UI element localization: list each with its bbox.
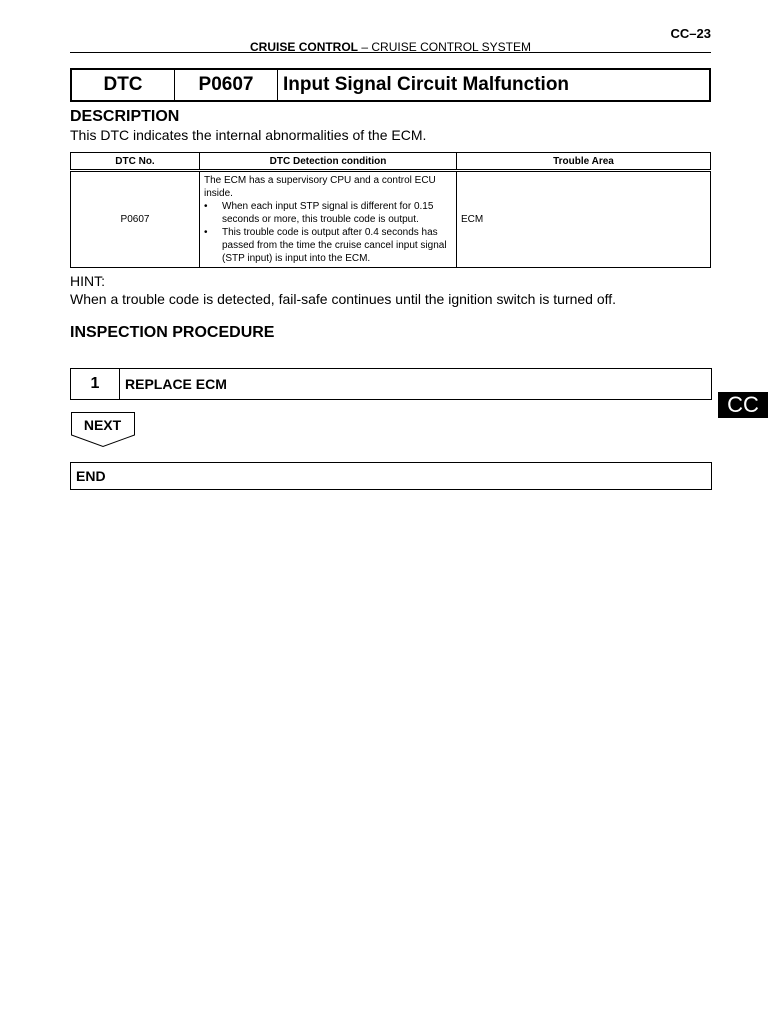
end-box bbox=[70, 462, 712, 490]
table-header-row bbox=[71, 153, 711, 171]
col-header-trouble-area: Trouble Area bbox=[457, 153, 711, 171]
section-tab: CC bbox=[718, 392, 768, 418]
hint-text: When a trouble code is detected, fail-safe continues until the ignition switch is turned off. bbox=[70, 291, 617, 307]
next-arrow bbox=[71, 412, 135, 448]
cell-condition bbox=[200, 171, 457, 268]
hint-label: HINT: bbox=[70, 273, 105, 289]
dtc-name: Input Signal Circuit Malfunction bbox=[283, 74, 570, 95]
condition-bullet bbox=[204, 200, 452, 226]
table-row bbox=[71, 171, 711, 268]
bullet-text: This trouble code is output after 0.4 seconds has passed from the time the cruise cancel input signal (STP input) is input into the ECM. bbox=[222, 227, 447, 264]
col-header-dtc-no: DTC No. bbox=[71, 153, 200, 171]
bullet-mark: • bbox=[204, 227, 208, 238]
col-header-condition: DTC Detection condition bbox=[200, 153, 457, 171]
bullet-mark: • bbox=[204, 201, 208, 212]
dtc-title-box bbox=[70, 68, 711, 102]
end-label: END bbox=[76, 468, 106, 484]
header-subsection: CRUISE CONTROL SYSTEM bbox=[371, 40, 531, 54]
condition-bullet bbox=[204, 226, 452, 265]
bullet-text: When each input STP signal is different for 0.15 seconds or more, this trouble code is output. bbox=[222, 201, 434, 225]
inspection-heading: INSPECTION PROCEDURE bbox=[70, 324, 275, 341]
cell-trouble-area: ECM bbox=[457, 171, 711, 268]
header-separator: – bbox=[361, 40, 369, 54]
condition-intro: The ECM has a supervisory CPU and a control ECU inside. bbox=[204, 175, 436, 199]
dtc-label: DTC bbox=[72, 70, 175, 100]
step-text: REPLACE ECM bbox=[125, 376, 227, 392]
step-number: 1 bbox=[71, 369, 120, 399]
description-text: This DTC indicates the internal abnormalities of the ECM. bbox=[70, 127, 427, 143]
page-number: CC–23 bbox=[670, 26, 711, 41]
header-section: CRUISE CONTROL bbox=[250, 40, 359, 54]
next-label: NEXT bbox=[83, 417, 122, 433]
header-rule bbox=[70, 52, 711, 53]
dtc-code: P0607 bbox=[175, 70, 278, 100]
description-heading: DESCRIPTION bbox=[70, 108, 180, 125]
dtc-table bbox=[70, 152, 711, 268]
cell-dtc-no: P0607 bbox=[71, 171, 200, 268]
step-box bbox=[70, 368, 712, 400]
